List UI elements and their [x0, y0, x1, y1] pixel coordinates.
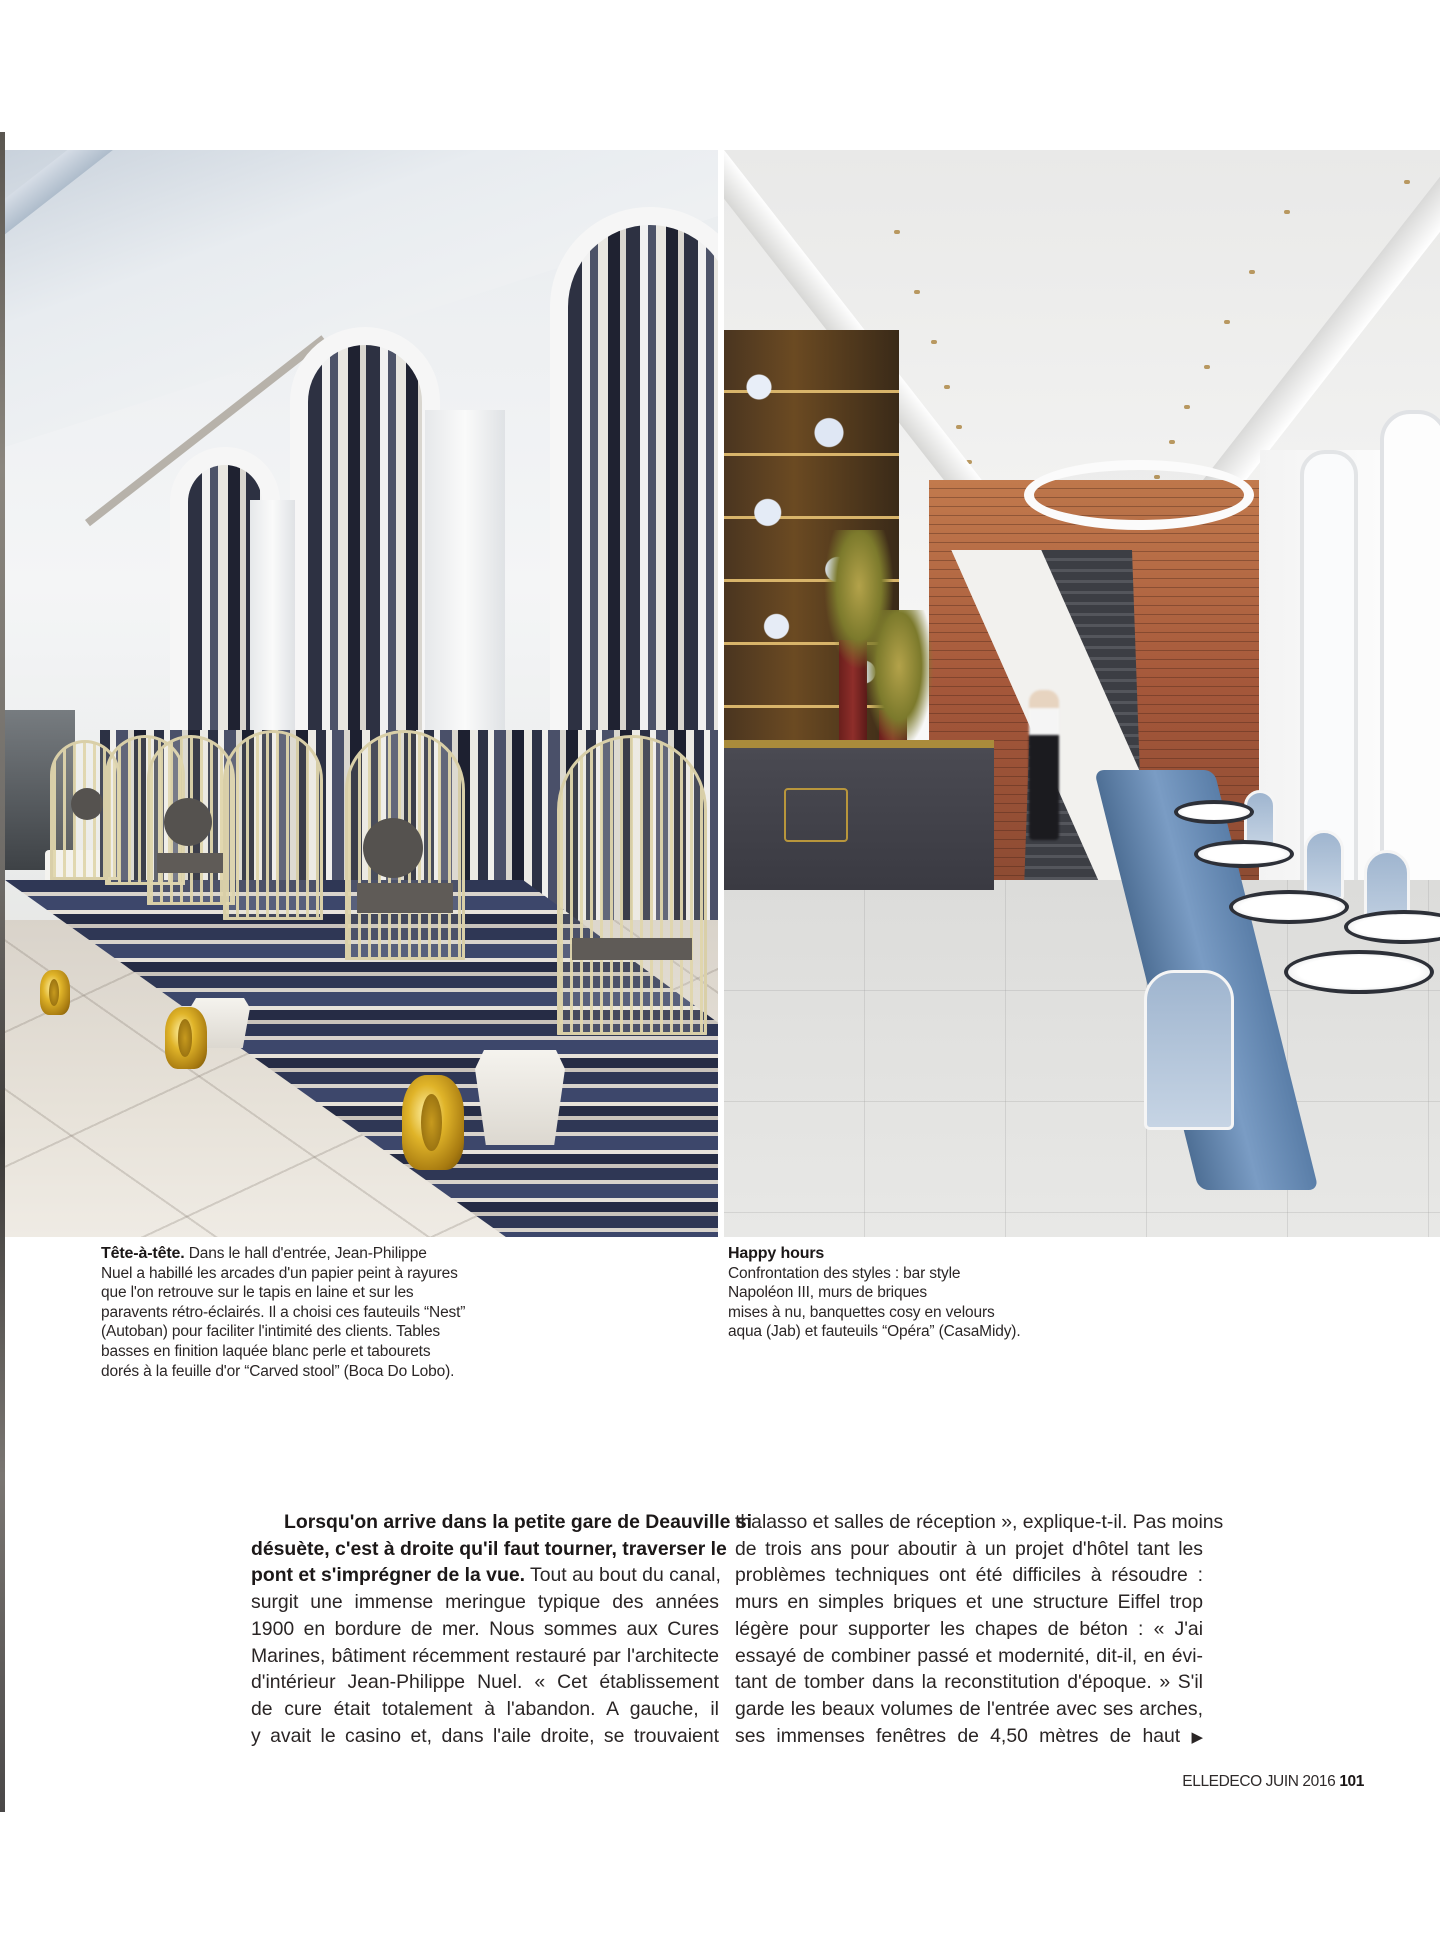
gold-stool — [402, 1075, 464, 1170]
dining-table — [1229, 890, 1349, 924]
caption-line: paravents rétro-éclairés. Il a choisi ces fauteuils “Nest” — [101, 1303, 466, 1321]
caption-line: Dans le hall d'entrée, Jean-Philippe — [188, 1245, 427, 1262]
photo-bar-dining — [724, 150, 1440, 1237]
body-line: de cure était totalement à l'abandon. A gauche, il — [251, 1697, 719, 1720]
caption-line: mises à nu, banquettes cosy en velours — [728, 1303, 995, 1321]
napoleon-iii-bar — [724, 740, 994, 890]
dining-table — [1194, 840, 1294, 868]
caption-line: Napoléon III, murs de briques — [728, 1284, 927, 1302]
page-footer — [1144, 1773, 1364, 1791]
caption-line: basses en finition laquée blanc perle et tabourets — [101, 1342, 431, 1360]
body-line: 1900 en bordure de mer. Nous sommes aux Cures — [251, 1617, 719, 1640]
cage-armchair — [557, 735, 707, 1035]
body-line: Tout au bout du canal, — [525, 1564, 721, 1587]
body-line: garde les beaux volumes de l'entrée avec ses arches, — [735, 1697, 1203, 1720]
photo-entrance-hall — [5, 150, 718, 1237]
caption-line: dorés à la feuille d'or “Carved stool” (Boca Do Lobo). — [101, 1362, 455, 1380]
caption-line: aqua (Jab) et fauteuils “Opéra” (CasaMidy). — [728, 1323, 1021, 1341]
lead-line: désuète, c'est à droite qu'il faut tourner, traverser le — [251, 1537, 727, 1560]
publication-name: ELLEDECO JUIN 2016 — [1182, 1773, 1336, 1790]
ceiling-oculus — [1024, 460, 1254, 530]
article-column-right — [735, 1509, 1224, 1751]
body-line: thalasso et salles de réception », explique-t-il. Pas moins — [735, 1511, 1224, 1533]
caption-line: Confrontation des styles : bar style — [728, 1264, 961, 1282]
body-line: de trois ans pour aboutir à un projet d'hôtel tant les — [735, 1537, 1203, 1560]
caption-line: (Autoban) pour faciliter l'intimité des clients. Tables — [101, 1323, 441, 1341]
caption-bar — [728, 1244, 1088, 1342]
dining-table — [1174, 800, 1254, 824]
continue-arrow-icon: ▶ — [1191, 1728, 1203, 1746]
body-line: tant de tomber dans la reconstitution d'époque. » S'il — [735, 1671, 1203, 1694]
gold-stool — [40, 970, 70, 1015]
waitress — [1029, 690, 1059, 840]
article-column-left — [251, 1509, 752, 1749]
opera-armchair — [1144, 970, 1234, 1130]
caption-entrance-hall — [101, 1244, 531, 1381]
caption-line: Nuel a habillé les arcades d'un papier peint à rayures — [101, 1264, 458, 1282]
body-line: essayé de combiner passé et modernité, dit-il, en évi- — [735, 1644, 1203, 1667]
lacquered-side-table — [475, 1050, 565, 1145]
body-line: légère pour supporter les chapes de béton : « J'ai — [735, 1617, 1203, 1640]
page-number: 101 — [1339, 1773, 1364, 1790]
body-line: problèmes techniques ont été difficiles à résoudre : — [735, 1564, 1203, 1587]
cage-armchair — [147, 735, 235, 905]
tiled-floor — [724, 880, 1440, 1237]
caption-title: Happy hours — [728, 1245, 825, 1262]
body-line: surgit une immense meringue typique des années — [251, 1591, 719, 1614]
lead-line: Lorsqu'on arrive dans la petite gare de Deauville si — [284, 1511, 752, 1533]
opera-armchair — [1304, 830, 1344, 900]
arched-windows — [1260, 450, 1440, 950]
cage-armchair — [345, 730, 465, 960]
dining-table — [1284, 950, 1434, 994]
body-line: ses immenses fenêtres de 4,50 mètres de haut — [735, 1724, 1181, 1747]
body-line: murs en simples briques et une structure Eiffel trop — [735, 1591, 1203, 1614]
caption-line: que l'on retrouve sur le tapis en laine et sur les — [101, 1284, 414, 1302]
gold-stool — [165, 1007, 207, 1069]
lead-line: pont et s'imprégner de la vue. — [251, 1564, 525, 1587]
body-line: Marines, bâtiment récemment restauré par l'architecte — [251, 1644, 719, 1667]
body-line: y avait le casino et, dans l'aile droite, se trouvaient — [251, 1724, 719, 1747]
cage-armchair — [223, 730, 323, 920]
body-line: d'intérieur Jean-Philippe Nuel. « Cet établissement — [251, 1671, 719, 1694]
plant — [864, 610, 934, 750]
caption-title: Tête-à-tête. — [101, 1245, 185, 1262]
